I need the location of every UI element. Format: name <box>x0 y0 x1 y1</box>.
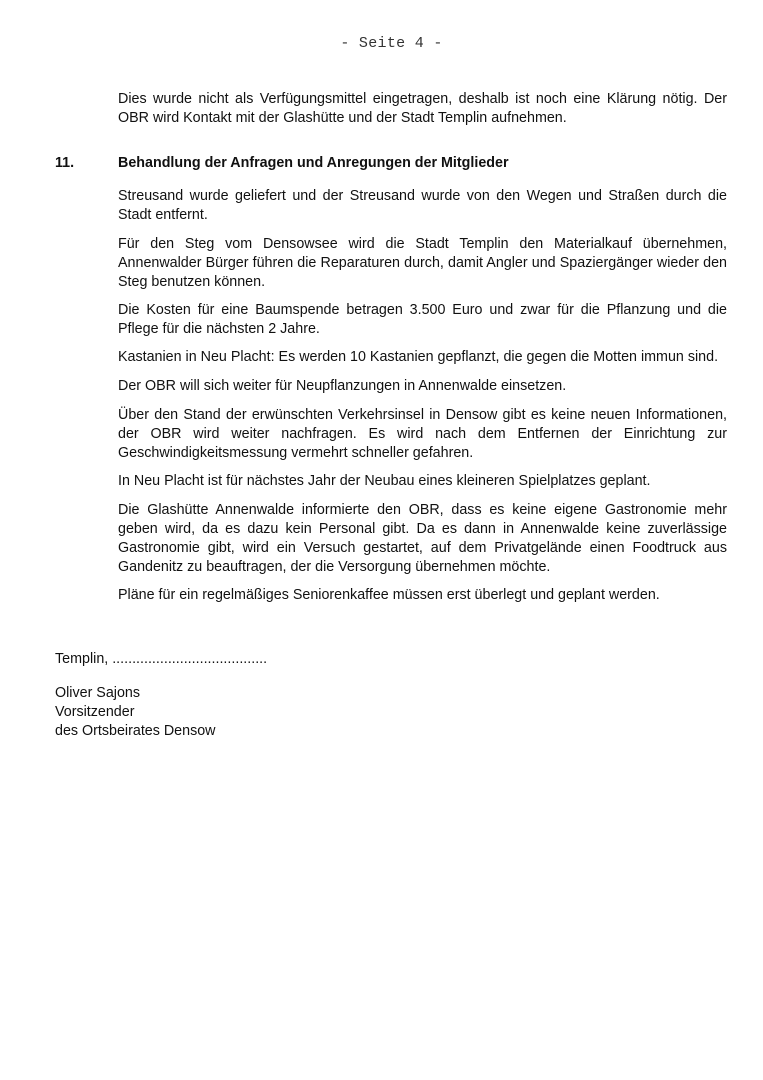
paragraph-gastronomie: Die Glashütte Annenwalde informierte den OBR, dass es keine eigene Gastronomie mehr geben wird, da es dazu kein Personal gibt. Da es dann in Annenwalde keine zuverlässige Gastronomie gibt, wird ein Versuch gestartet, auf dem Privatgelände einen Foodtruck aus Gandenitz zu beauftragen, der die Versorgung übernehmen möchte. <box>118 502 727 575</box>
signer-name: Oliver Sajons <box>55 685 141 701</box>
paragraph-spielplatz: In Neu Placht ist für nächstes Jahr der Neubau eines kleineren Spielplatzes geplant. <box>118 473 651 489</box>
section-title: Behandlung der Anfragen und Anregungen der Mitglieder <box>118 155 509 171</box>
page-number-header: - Seite 4 - <box>340 35 443 52</box>
section-number: 11. <box>55 155 75 171</box>
signer-role: Vorsitzender <box>55 704 135 720</box>
paragraph-baumspende: Die Kosten für eine Baumspende betragen 3.500 Euro und zwar für die Pflanzung und die Pflege für die nächsten 2 Jahre. <box>118 302 727 337</box>
paragraph-verkehrsinsel: Über den Stand der erwünschten Verkehrsinsel in Densow gibt es keine neuen Informationen, der OBR wird weiter nachfragen. Es wird nach dem Entfernen der Einrichtung zur Geschwindigkeitsmessung vermehrt schneller gefahren. <box>118 407 727 461</box>
paragraph-streusand: Streusand wurde geliefert und der Streusand wurde von den Wegen und Straßen durch die Stadt entfernt. <box>118 188 727 223</box>
paragraph-neupflanzungen: Der OBR will sich weiter für Neupflanzungen in Annenwalde einsetzen. <box>118 378 567 394</box>
place-date-line <box>55 650 267 669</box>
paragraph-steg: Für den Steg vom Densowsee wird die Stadt Templin den Materialkauf übernehmen, Annenwalder Bürger führen die Reparaturen durch, damit Angler und Spaziergänger wieder den Steg benutzen können. <box>118 236 727 290</box>
signer-organization: des Ortsbeirates Densow <box>55 723 216 739</box>
signature-block <box>55 684 216 741</box>
paragraph-kastanien: Kastanien in Neu Placht: Es werden 10 Kastanien gepflanzt, die gegen die Motten immun sind. <box>118 349 719 365</box>
paragraph-seniorenkaffee: Pläne für ein regelmäßiges Seniorenkaffee müssen erst überlegt und geplant werden. <box>118 587 660 603</box>
intro-paragraph: Dies wurde nicht als Verfügungsmittel eingetragen, deshalb ist noch eine Klärung nötig. Der OBR wird Kontakt mit der Glashütte und der Stadt Templin aufnehmen. <box>118 91 727 126</box>
place-date: Templin, ....................................... <box>55 651 268 667</box>
